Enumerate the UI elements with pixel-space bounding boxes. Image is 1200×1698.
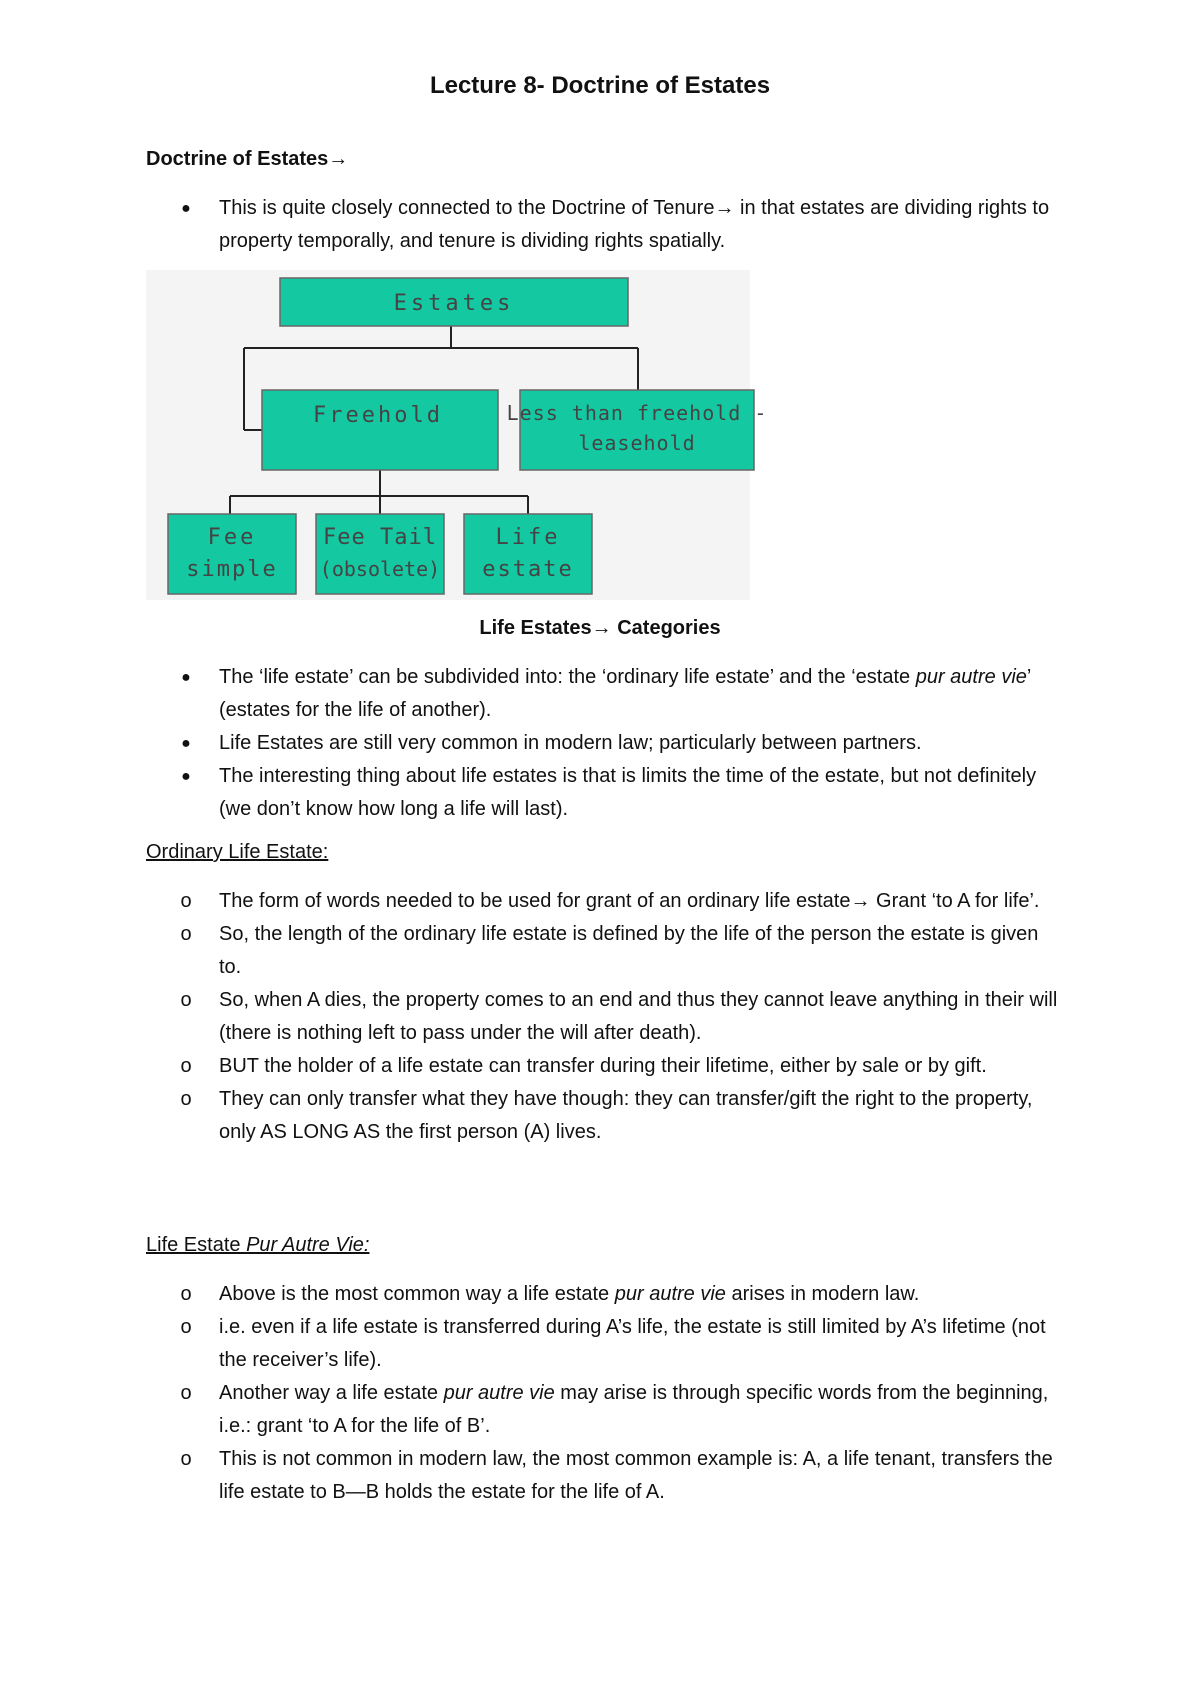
list-item [146,1050,1066,1083]
bullet-list-life-estates [146,661,1066,826]
circle-list-pur-autre-vie [146,1278,1066,1509]
list-item-text: The interesting thing about life estates is that is limits the time of the estate, but not definitely (we don’t know how long a life will last). [219,765,1037,820]
section-heading-pur-autre-vie [146,1234,369,1257]
circle-list-ordinary [146,885,1066,1149]
heading-text-pre: Life Estate [146,1234,247,1256]
list-item [146,918,1066,984]
bullet-icon: ● [181,768,191,785]
heading-text-em: Pur Autre Vie: [246,1234,370,1256]
list-item [146,984,1066,1050]
freehold-box-label: Freehold [313,403,443,428]
list-item-text: This is quite closely connected to the Doctrine of Tenure→ in that estates are dividing rights to property temporally, and tenure is dividing rights spatially. [219,197,1050,252]
list-item-text: They can only transfer what they have though: they can transfer/gift the right to the property, only AS LONG AS the first person (A) lives. [219,1088,1033,1143]
list-item-text-pre: Another way a life estate [219,1382,444,1404]
leasehold-box-label-line1: Less than freehold - [506,401,768,425]
circle-bullet-icon: o [180,890,192,912]
list-item [146,192,1066,258]
list-item [146,760,1066,826]
life-estate-box-label-line2: estate [482,557,574,582]
list-item-text-pre: The ‘life estate’ can be subdivided into: the ‘ordinary life estate’ and the ‘estate [219,666,916,688]
list-item [146,1311,1066,1377]
fee-simple-box-label-line1: Fee [207,525,257,550]
list-item-text: BUT the holder of a life estate can transfer during their lifetime, either by sale or by gift. [219,1055,987,1077]
list-item-text: So, the length of the ordinary life estate is defined by the life of the person the estate is given to. [219,923,1039,978]
circle-bullet-icon: o [180,1316,192,1338]
list-item-text-post: arises in modern law. [725,1283,920,1305]
life-estate-box-label-line1: Life [495,525,561,550]
bullet-icon: ● [181,669,191,686]
bullet-list-doctrine [146,192,1066,258]
list-item-text-pre: Above is the most common way a life estate [219,1283,615,1305]
list-item-text: i.e. even if a life estate is transferred during A’s life, the estate is still limited by A’s lifetime (not the receiver’s life). [219,1316,1046,1371]
list-item [146,1083,1066,1149]
circle-bullet-icon: o [180,923,192,945]
circle-bullet-icon: o [180,1283,192,1305]
page-title: Lecture 8- Doctrine of Estates [429,72,771,99]
estates-box-label: Estates [393,291,515,316]
circle-bullet-icon: o [180,1382,192,1404]
circle-bullet-icon: o [180,1055,192,1077]
section-heading-life-estates: Life Estates→ Categories [479,617,721,639]
list-item-text-post: ’ (estates for the life of another). [219,666,1031,721]
list-item-text-em: pur autre vie [614,1283,726,1305]
fee-tail-box-label-line1: Fee Tail [323,525,437,550]
list-item-text: Life Estates are still very common in modern law; particularly between partners. [219,732,922,754]
list-item-text: The form of words needed to be used for grant of an ordinary life estate→ Grant ‘to A for life’. [219,890,1040,912]
list-item-text: This is not common in modern law, the most common example is: A, a life tenant, transfers the life estate to B—B holds the estate for the life of A. [219,1448,1053,1503]
bullet-icon: ● [181,200,191,217]
section-heading-doctrine: Doctrine of Estates→ [146,148,349,170]
estates-diagram [0,270,1200,610]
list-item-text-em: pur autre vie [443,1382,555,1404]
bullet-icon: ● [181,735,191,752]
fee-tail-box-label-line2: (obsolete) [319,557,441,581]
list-item [146,727,1066,760]
list-item [146,1377,1066,1443]
leasehold-box-label-line2: leasehold [578,431,696,455]
list-item-text: So, when A dies, the property comes to an end and thus they cannot leave anything in their will (there is nothing left to pass under the will after death). [219,989,1058,1044]
freehold-box [262,390,498,470]
list-item [146,1443,1066,1509]
circle-bullet-icon: o [180,989,192,1011]
circle-bullet-icon: o [180,1448,192,1470]
list-item-text-post: may arise is through specific words from the beginning, i.e.: grant ‘to A for the life of B’. [219,1382,1049,1437]
circle-bullet-icon: o [180,1088,192,1110]
list-item [146,885,1066,918]
fee-simple-box-label-line2: simple [186,557,278,582]
list-item [146,1278,1066,1311]
list-item-text-em: pur autre vie [915,666,1027,688]
section-heading-ordinary-life-estate: Ordinary Life Estate: [146,841,329,863]
list-item [146,661,1066,727]
